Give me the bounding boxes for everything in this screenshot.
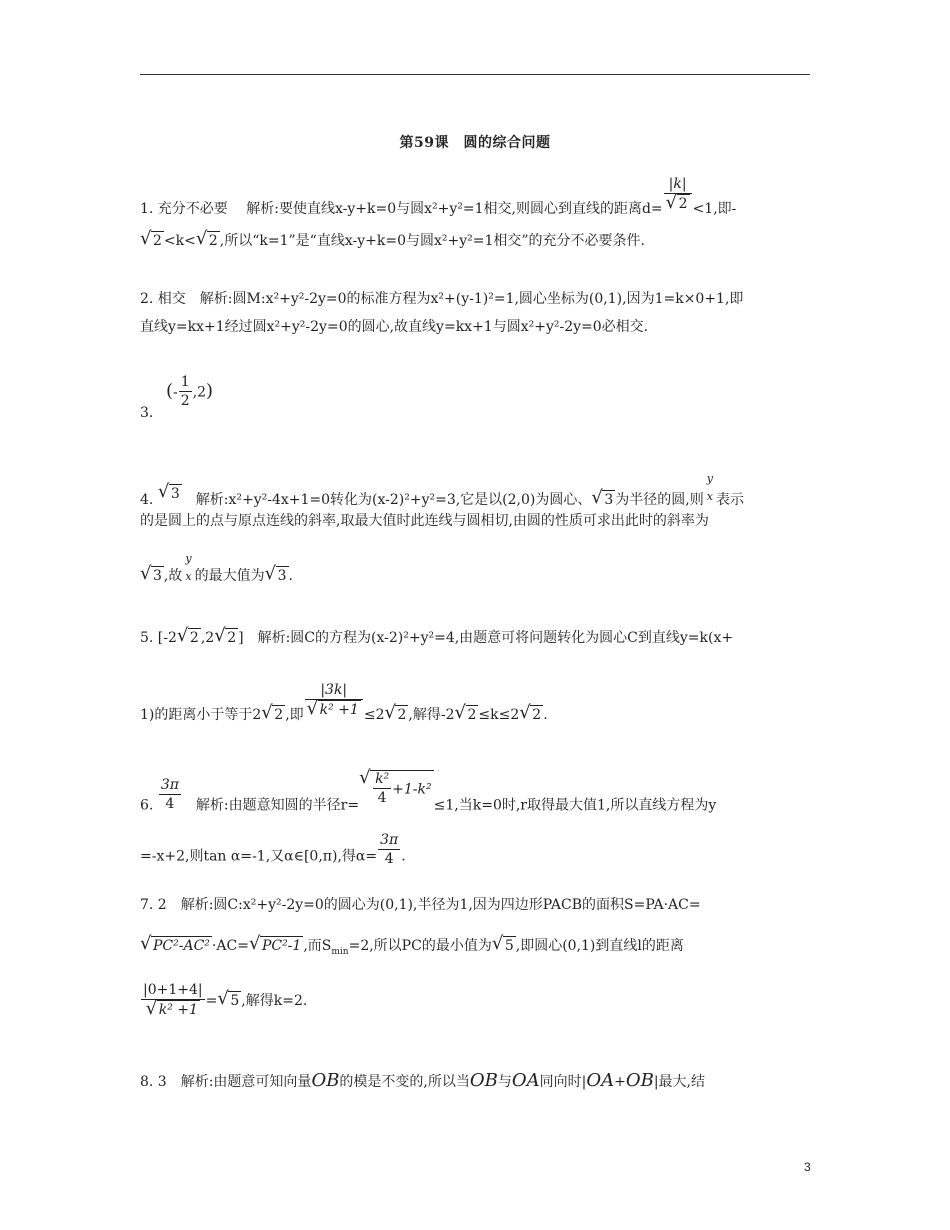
q3-label: 3.	[140, 405, 154, 421]
q6-line1: 6. $\frac{3\pi}{4}$ 解析:由题意知圆的半径r= √ $\frac{\text{k²}}{4}$ +1-k²≤1,当k=0时,r取得最大值1,所以直线方程为y	[140, 786, 716, 824]
q4-line3: √ 3 ,故 y x 的最大值为√ 3 .	[140, 558, 293, 594]
q1-line1: 1. 充分不必要 解析:要使直线x-y+k=0与圆x²+y²=1相交,则圆心到直线的距离d= |k| √ 2 <1,即-	[140, 190, 736, 228]
q5-line1: 5. [-2√ 2 ,2√ 2 ] 解析:圆C的方程为(x-2)²+y²=4,由题意可将问题转化为圆心C到直线y=k(x+	[140, 628, 733, 647]
page-title: 第59课 圆的综合问题	[399, 135, 551, 151]
q6-line2: =-x+2,则tan α=-1,又α∈[0,π),得α= $\frac{3\pi}{4}$ .	[140, 832, 406, 867]
header-rule	[140, 74, 810, 75]
q2-line2: 直线y=kx+1经过圆x²+y²-2y=0的圆心,故直线y=kx+1与圆x²+y²-2y=0必相交.	[140, 319, 649, 335]
q7-line2: √ PC²-AC² ·AC=√ PC²-1 ,而$S_{min}=2$,所以PC的最小值为√ 5 ,即圆心(0,1)到直线l的距离	[140, 936, 684, 961]
page-number: 3	[804, 1160, 811, 1174]
q2-line1: 2. 相交 解析:圆M:x²+y²-2y=0的标准方程为x²+(y-1)²=1,圆心坐标为(0,1),因为1=k×0+1,即	[140, 291, 744, 307]
q7-line3: |0+1+4| √ k² +1 =√ 5 ,解得k=2.	[140, 982, 307, 1020]
q3-answer: (- $\frac{1}{2}$ ,2)	[166, 374, 214, 409]
q8-line1: 8. 3 解析:由题意可知向量OB的模是不变的,所以当OB与OA同向时|OA+OB|最大,结	[140, 1070, 705, 1091]
q1-frac: |k| √ 2	[664, 176, 692, 214]
q7-line1: 7. 2 解析:圆C:x²+y²-2y=0的圆心为(0,1),半径为1,因为四边形PACB的面积S=PA·AC=	[140, 897, 701, 913]
q4-line2: 的是圆上的点与原点连线的斜率,取最大值时此连线与圆相切,由圆的性质可求出此时的斜率为	[140, 513, 709, 529]
q5-line2: 1)的距离小于等于2√ 2 ,即 |3k| √ k² +1 ≤2√ 2 ,解得-2√ 2 ≤k≤2√ 2 .	[140, 696, 548, 734]
q1-line2: √ 2 <k<√ 2 ,所以“k=1”是“直线x-y+k=0与圆x²+y²=1相交”的充分不必要条件.	[140, 231, 645, 250]
q4-line1: 4. √ 3 解析:x²+y²-4x+1=0转化为(x-2)²+y²=3,它是以(2,0)为圆心、√ 3 为半径的圆,则 y x 表示	[140, 482, 744, 518]
q5-frac: |3k| √ k² +1	[305, 682, 363, 720]
